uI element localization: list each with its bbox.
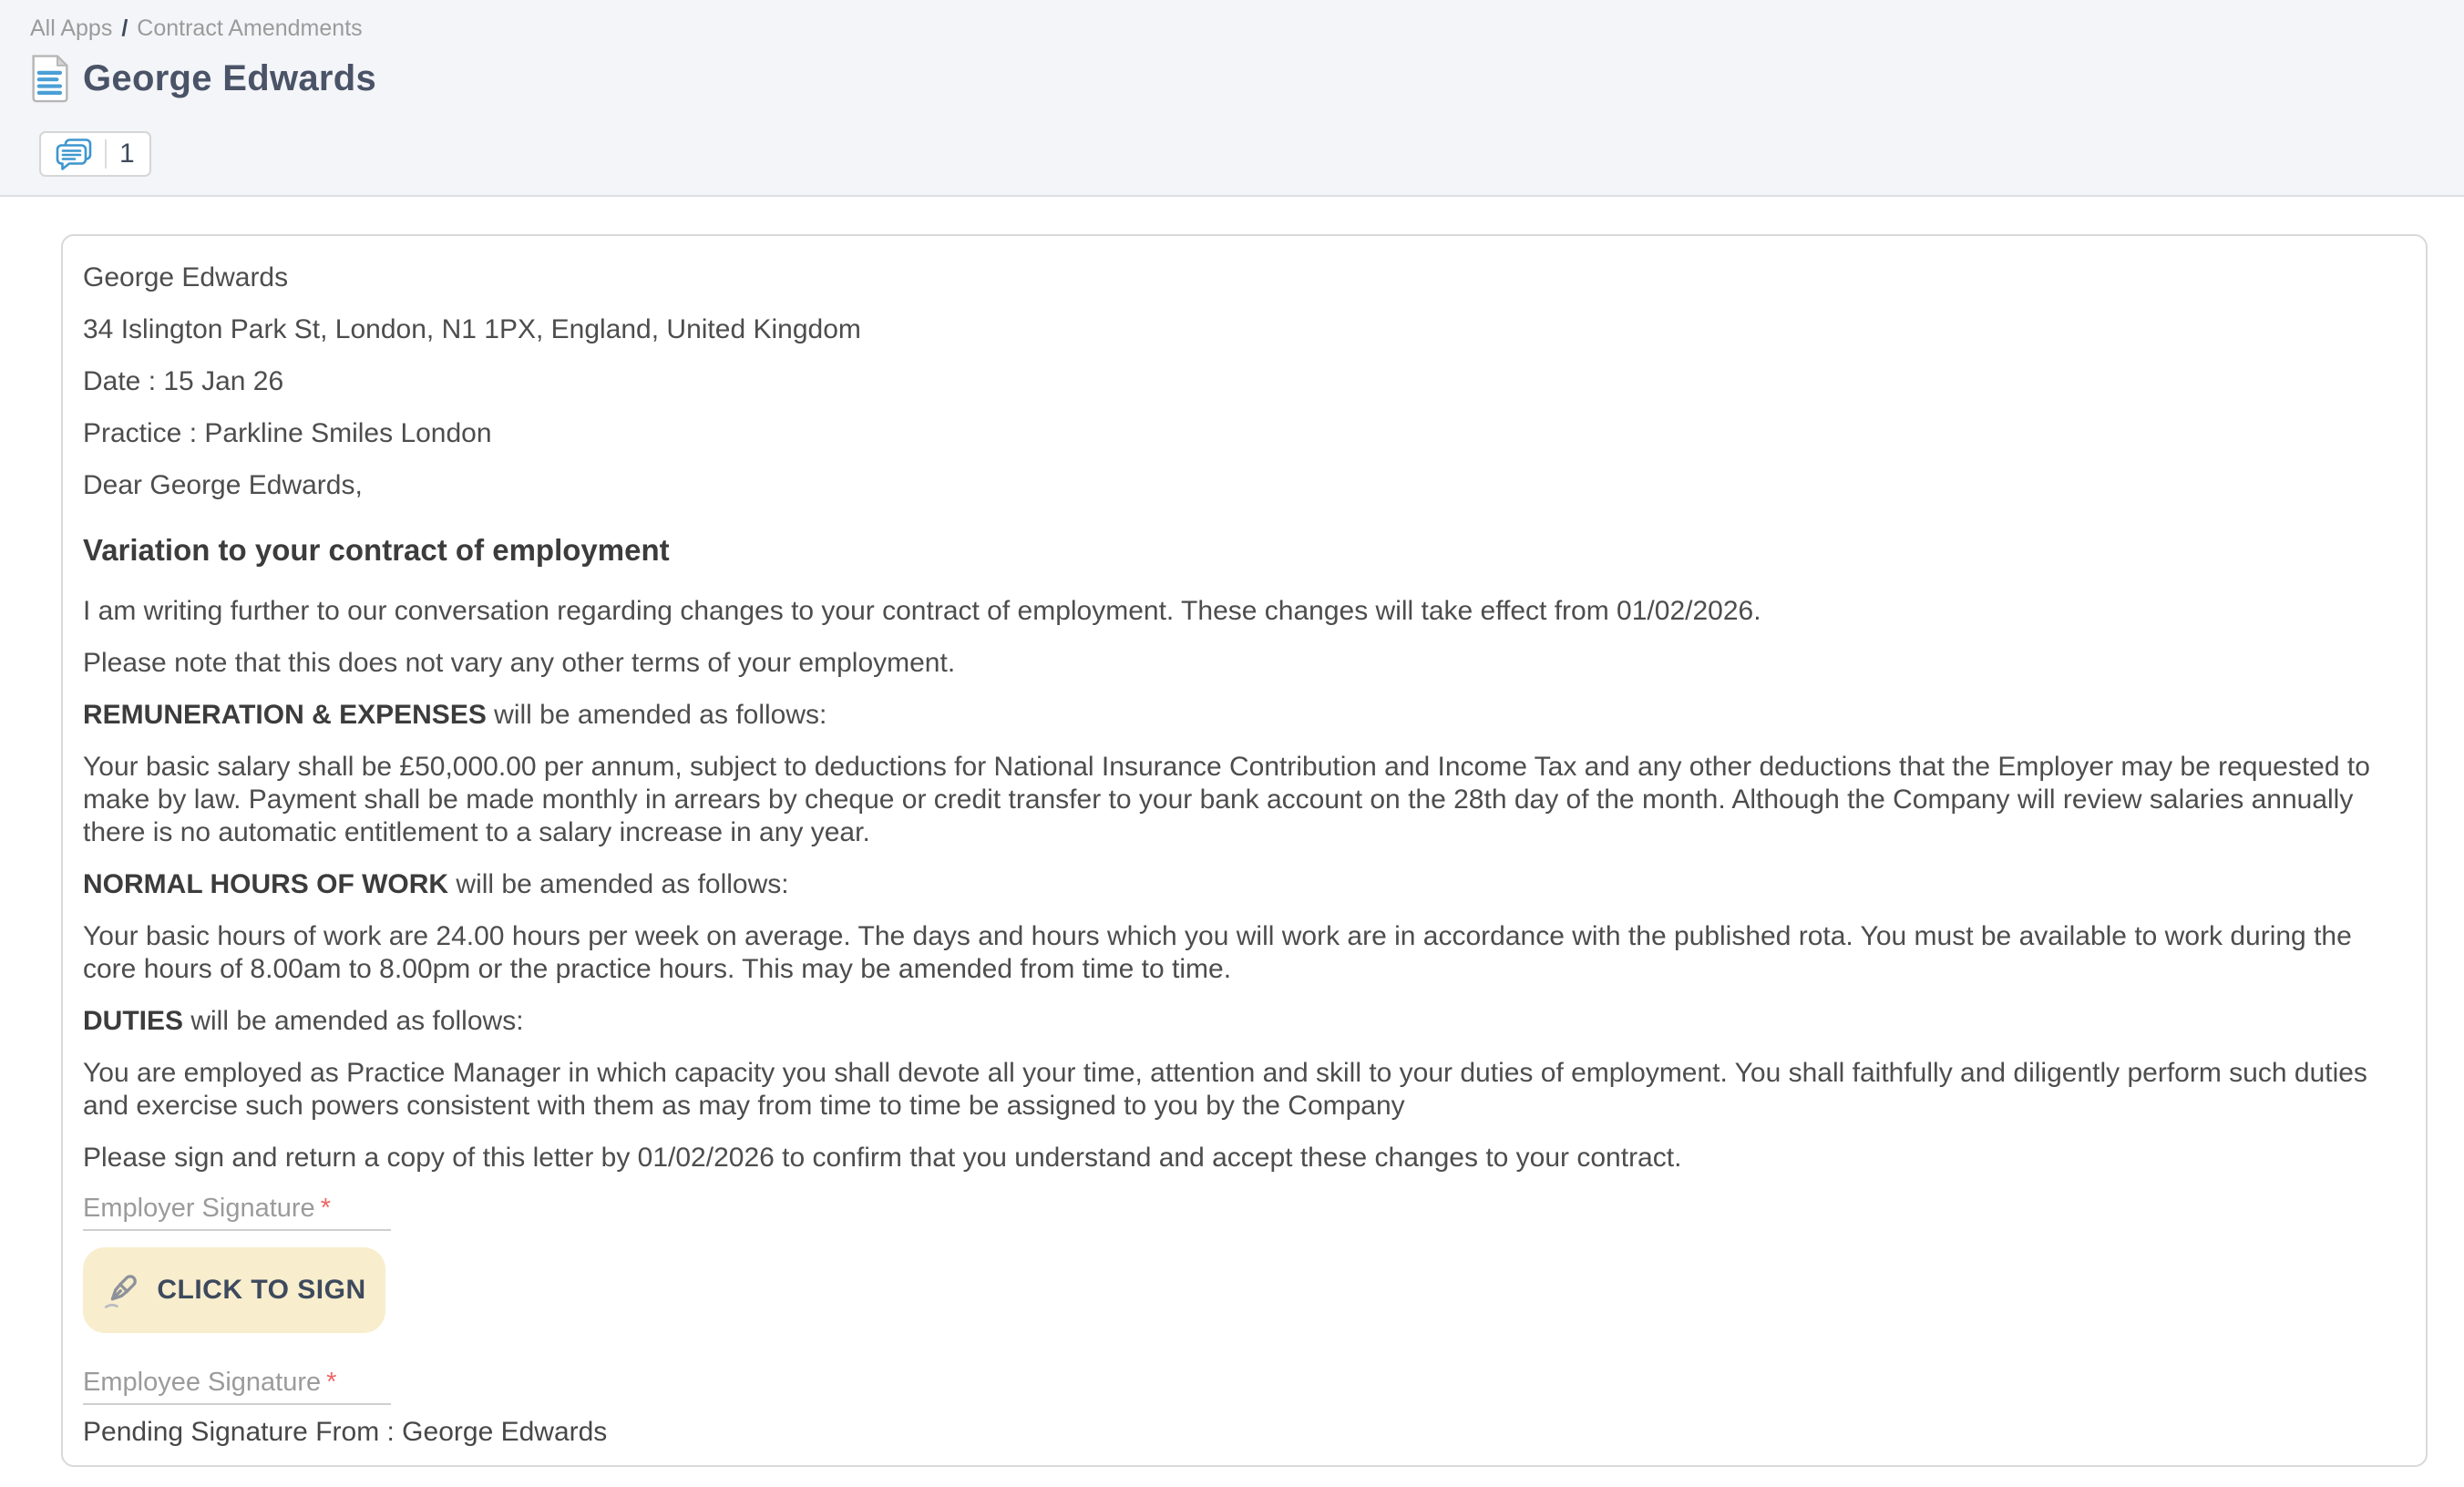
required-asterisk: * bbox=[320, 1194, 331, 1223]
page-title: George Edwards bbox=[83, 57, 377, 98]
click-to-sign-label: CLICK TO SIGN bbox=[157, 1275, 366, 1305]
section-body-remuneration: Your basic salary shall be £50,000.00 per annum, subject to deductions for National Insurance Contribution and Income Tax and any other deductions that the Employer may be requested to make by law. Payment shall be made monthly in arrears by cheque or credit transfer to your bank account on the 28th day of the month. Although the Company will review salaries annually there is no automatic entitlement to a salary increase in any year. bbox=[83, 752, 2370, 847]
breadcrumb-separator: / bbox=[121, 15, 128, 41]
section-title-suffix: will be amended as follows: bbox=[183, 1006, 524, 1036]
section-title-suffix: will be amended as follows: bbox=[448, 869, 789, 899]
section-title-bold: REMUNERATION & EXPENSES bbox=[83, 700, 487, 730]
section-body-duties: You are employed as Practice Manager in which capacity you shall devote all your time, attention and skill to your duties of employment. You shall faithfully and diligently perform such duties and exercise such powers consistent with them as may from time to time be assigned to you by the Company bbox=[83, 1058, 2367, 1121]
pending-signature-text: Pending Signature From : George Edwards bbox=[83, 1417, 608, 1447]
closing-paragraph: Please sign and return a copy of this letter by 01/02/2026 to confirm that you understand and accept these changes to your contract. bbox=[83, 1143, 1682, 1173]
comment-button-divider bbox=[105, 139, 107, 169]
breadcrumb-all-apps[interactable]: All Apps bbox=[30, 15, 113, 41]
click-to-sign-button[interactable] bbox=[83, 1247, 385, 1333]
section-title-duties bbox=[83, 1005, 2402, 1038]
recipient-address: 34 Islington Park St, London, N1 1PX, England, United Kingdom bbox=[83, 314, 861, 344]
title-row bbox=[30, 51, 2428, 106]
note-paragraph: Please note that this does not vary any other terms of your employment. bbox=[83, 648, 956, 678]
chat-bubbles-icon bbox=[56, 138, 92, 170]
breadcrumb-contract-amendments[interactable]: Contract Amendments bbox=[137, 15, 363, 41]
employer-signature-label: Employer Signature bbox=[83, 1194, 315, 1223]
intro-paragraph: I am writing further to our conversation regarding changes to your contract of employment. These changes will take effect from 01/02/2026. bbox=[83, 596, 1761, 626]
practice-line: Practice : Parkline Smiles London bbox=[83, 418, 492, 448]
content-area bbox=[0, 197, 2464, 1467]
required-asterisk: * bbox=[326, 1368, 337, 1397]
recipient-name: George Edwards bbox=[83, 262, 289, 292]
section-title-hours bbox=[83, 868, 2402, 901]
pen-nib-icon bbox=[102, 1269, 144, 1311]
section-title-bold: DUTIES bbox=[83, 1006, 184, 1036]
breadcrumb bbox=[30, 13, 2428, 44]
section-title-bold: NORMAL HOURS OF WORK bbox=[83, 869, 449, 899]
page-header bbox=[0, 0, 2464, 197]
contract-letter-card bbox=[61, 234, 2428, 1467]
letter-heading: Variation to your contract of employment bbox=[83, 533, 670, 567]
employee-signature-field bbox=[83, 1368, 391, 1405]
section-title-remuneration bbox=[83, 699, 2402, 732]
employee-signature-label: Employee Signature bbox=[83, 1368, 322, 1397]
employer-signature-field bbox=[83, 1194, 391, 1231]
letter-date: Date : 15 Jan 26 bbox=[83, 366, 284, 396]
comments-button[interactable] bbox=[39, 131, 151, 177]
salutation: Dear George Edwards, bbox=[83, 470, 363, 500]
section-body-hours: Your basic hours of work are 24.00 hours per week on average. The days and hours which you will work are in accordance with the published rota. You must be available to work during the core hours of 8.00am to 8.00pm or the practice hours. This may be amended from time to time. bbox=[83, 921, 2352, 984]
comment-count: 1 bbox=[119, 138, 135, 169]
document-icon bbox=[30, 54, 70, 103]
section-title-suffix: will be amended as follows: bbox=[486, 700, 827, 730]
